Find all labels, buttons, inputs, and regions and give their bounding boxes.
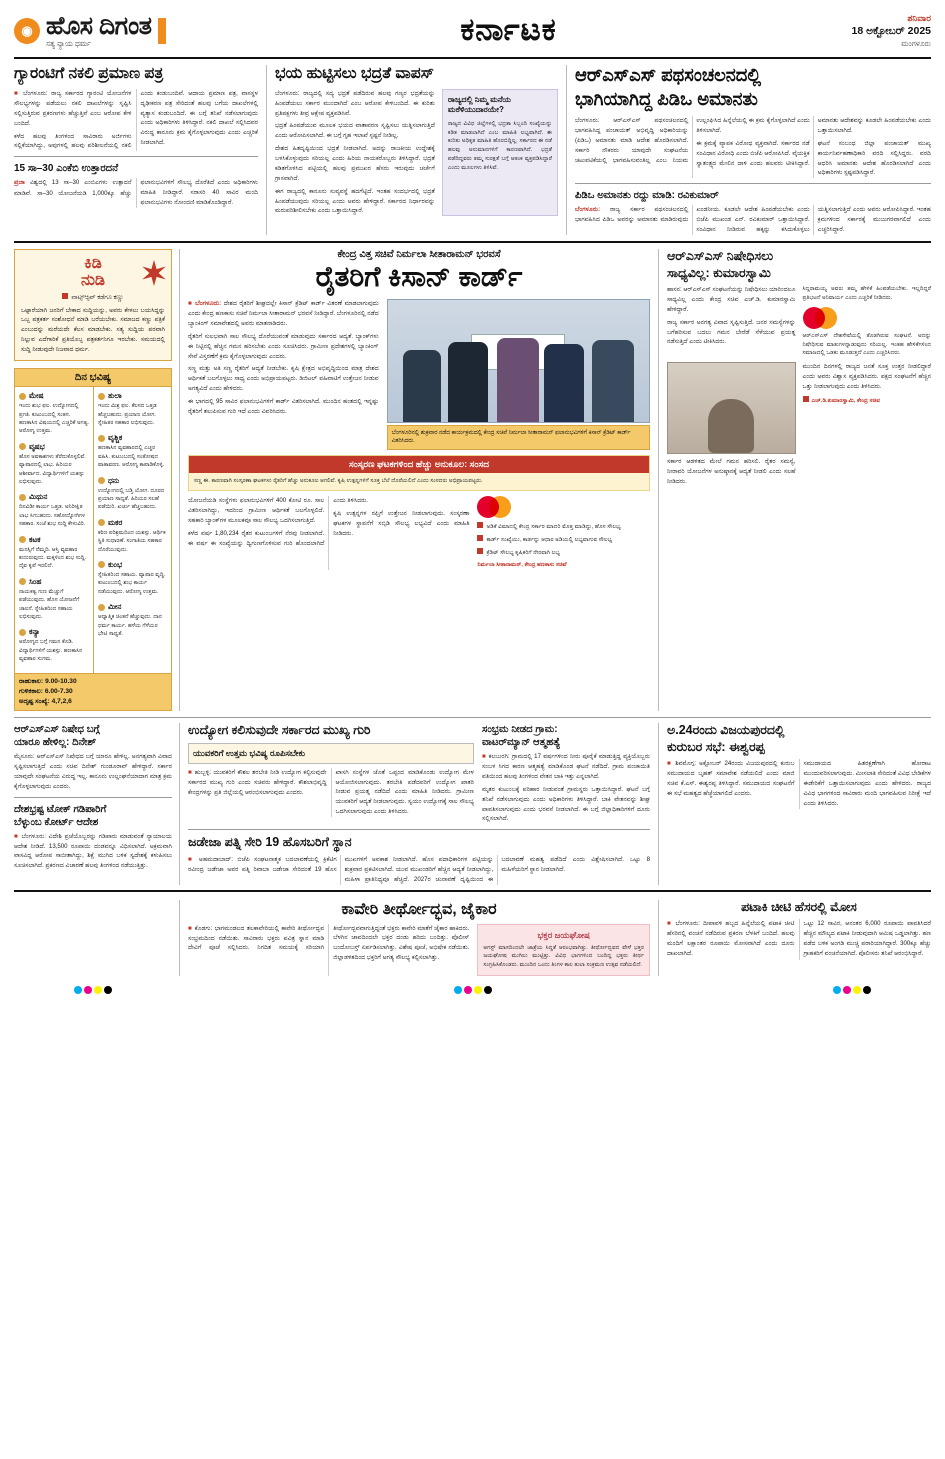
horoscope-item: ವೃಶ್ಚಿಕ ಹಣಕಾಸಿನ ವ್ಯವಹಾರದಲ್ಲಿ ಎಚ್ಚರ ವಹಿಸಿ. ಕುಟುಂಬದಲ್ಲಿ ಸಂತೋಷದ ವಾತಾವರಣ. ಆರೋಗ್ಯ ಕಾಪಾಡಿಕೊಳ್ಳಿ. xyxy=(98,433,165,469)
zodiac-icon xyxy=(19,494,26,501)
zodiac-icon xyxy=(98,435,105,442)
headline-line-2: ಸಾಧ್ಯವಿಲ್ಲ: ಕುಮಾರಸ್ವಾಮಿ xyxy=(667,265,771,280)
lead-bullet: ■ xyxy=(14,89,20,97)
square-bullet-icon xyxy=(477,522,483,528)
sidebar-box-security xyxy=(442,89,558,216)
sub-byline: ಪ್ರಜಾ xyxy=(14,179,25,187)
kuruba-body-2: ಸಮುದಾಯದ ಹಿತರಕ್ಷಣೆಗಾಗಿ ಹೋರಾಟ ಮುಂದುವರಿಸಲಾಗುವುದು. ಮೀಸಲಾತಿ ಸೇರಿದಂತೆ ವಿವಿಧ ಬೇಡಿಕೆಗಳ ಈಡೇರಿಕೆಗೆ ಒತ್ತಾಯಿಸಲಾಗುವುದು ಎಂದು ಹೇಳಿದರು. ರಾಜ್ಯದ ವಿವಿಧ ಭಾಗಗಳಿಂದ ಸಾವಿರಾರು ಮಂದಿ ಭಾಗವಹಿಸುವ ನಿರೀಕ್ಷೆ ಇದೆ ಎಂದು ತಿಳಿಸಿದರು. xyxy=(803,760,931,807)
zodiac-icon xyxy=(19,536,26,543)
star-burst-icon xyxy=(141,260,167,286)
story-body-4: ಈ ಭಾಗದಲ್ಲಿ 95 ಸಾವಿರ ಫಲಾನುಭವಿಗಳಿಗೆ ಕಾರ್ಡ್ ವಿತರಿಸಲಾಗಿದೆ. ಮುಂದಿನ ಹಂತದಲ್ಲಿ ಇನ್ನಷ್ಟು ರೈತರಿಗೆ ತಲುಪಿಸುವ ಗುರಿ ಇದೆ ಎಂದು ವಿವರಿಸಿದರು. xyxy=(188,397,379,415)
rss-body: ಮೈಸೂರು: ಆರ್‌ಎಸ್‌ಎಸ್‌ ನಿಷೇಧದ ಬಗ್ಗೆ ಯಾರೂ ಹೇಳಿಲ್ಲ. ಅನಗತ್ಯವಾಗಿ ವಿವಾದ ಸೃಷ್ಟಿಸಲಾಗುತ್ತಿದೆ ಎಂದು ಸಚಿವ ದಿನೇಶ್ ಗುಂಡೂರಾವ್ ಹೇಳಿದ್ದಾರೆ. ಸರ್ಕಾರ ಯಾವುದೇ ಸಂಘಟನೆಯ ವಿರುದ್ಧ ಇಲ್ಲ. ಕಾನೂನು ಉಲ್ಲಂಘನೆಯಾದಾಗ ಮಾತ್ರ ಕ್ರಮ ಕೈಗೊಳ್ಳಲಾಗುವುದು ಎಂದರು. xyxy=(14,753,172,790)
lead-bullet: ■ xyxy=(188,924,193,932)
kuruba-headline-1: ಅ.24ರಂದು ವಿಜಯಪುರದಲ್ಲಿ xyxy=(667,723,785,738)
zodiac-icon xyxy=(98,393,105,400)
rss-headline-2: ಯಾರೂ ಹೇಳಿಲ್ಲ: ದಿನೇಶ್ xyxy=(14,737,97,749)
headline: ಭಯ ಹುಟ್ಟಿಸಲು ಭದ್ರತೆ ವಾಪಸ್ xyxy=(275,65,434,82)
cmyk-marks-left xyxy=(74,986,112,994)
mastercard-logo-icon xyxy=(803,307,837,329)
story-body-a: ಬೆಂಗಳೂರು: ಆರ್‌ಎಸ್‌ಎಸ್‌ ಪಥಸಂಚಲನದಲ್ಲಿ ಭಾಗವಹಿಸಿದ್ದ ಪಂಚಾಯತ್ ಅಭಿವೃದ್ಧಿ ಅಧಿಕಾರಿಯನ್ನು (ಪಿಡಿಒ) ಅಮಾನತು ಮಾಡಿ ಆದೇಶ ಹೊರಡಿಸಲಾಗಿದೆ. ಸರ್ಕಾರಿ ನೌಕರರು ಯಾವುದೇ ಸಂಘಟನೆಯ ಚಟುವಟಿಕೆಯಲ್ಲಿ ಭಾಗವಹಿಸುವಂತಿಲ್ಲ ಎಂಬ ನಿಯಮ ಉಲ್ಲಂಘಿಸಿದ ಹಿನ್ನೆಲೆಯಲ್ಲಿ ಈ ಕ್ರಮ ಕೈಗೊಳ್ಳಲಾಗಿದೆ ಎಂದು ತಿಳಿಸಲಾಗಿದೆ. xyxy=(575,117,810,164)
kidi-title-line2: ನುಡಿ xyxy=(80,271,106,289)
kuruba-headline-2: ಕುರುಬರ ಸಭೆ: ಈಶ್ವರಪ್ಪ xyxy=(667,739,765,754)
horoscope-item: ವೃಷಭ ಹೊಸ ಅವಕಾಶಗಳು ತೆರೆದುಕೊಳ್ಳಲಿವೆ. ವ್ಯಾಪಾರದಲ್ಲಿ ಲಾಭ. ಹಿರಿಯರ ಆಶೀರ್ವಾದ. ವಿದ್ಯಾರ್ಥಿಗಳಿಗೆ ಯಶಸ್ಸು ಲಭಿಸುವುದು. xyxy=(19,441,86,485)
edition-city: ಮಂಗಳೂರು xyxy=(901,38,931,48)
gulikakala: ಗುಳಿಕಕಾಲ: 6.00-7.30 xyxy=(19,688,73,696)
main-headline: ರೈತರಿಗೆ ಕಿಸಾನ್ ಕಾರ್ಡ್ xyxy=(315,260,523,292)
story-body-1: ರಾಜ್ಯ ಸರ್ಕಾರ ಅನಗತ್ಯ ವಿವಾದ ಸೃಷ್ಟಿಸುತ್ತಿದೆ. ಜನರ ಸಮಸ್ಯೆಗಳನ್ನು ಬಗೆಹರಿಸುವ ಬದಲು ಗಮನ ಬೇರೆಡೆ ಸೆಳೆಯುವ ಪ್ರಯತ್ನ ನಡೆಸುತ್ತಿದೆ ಎಂದು ಟೀಕಿಸಿದರು. xyxy=(667,318,796,346)
section-title: ಕರ್ನಾಟಕ xyxy=(460,12,557,47)
horoscope-item: ಕುಂಭ ಸ್ನೇಹಿತರಿಂದ ಸಹಾಯ. ವ್ಯಾಪಾರ ವೃದ್ಧಿ. ಕುಟುಂಬದಲ್ಲಿ ಶುಭ ಕಾರ್ಯ ನಡೆಯುವುದು. ಆರೋಗ್ಯ ಉತ್ತಮ. xyxy=(98,559,166,595)
bullet-3: ಕ್ರೆಡಿಟ್ ಸೌಲಭ್ಯ ಕೃಷಿಕರಿಗೆ ನೇರವಾಗಿ ಲಭ್ಯ xyxy=(486,549,560,556)
side-box-body: ಆಗಸ್ಟ್ ಮಾಸದಿಂದಲೇ ಜಾತ್ರೆಯ ಸಿದ್ಧತೆ ಆರಂಭವಾಗಿತ್ತು. ತೀರ್ಥೋದ್ಭವದ ವೇಳೆ ಭಕ್ತರ ಜಯಘೋಷ ಮುಗಿಲು ಮುಟ್ಟಿತ್ತು. ವಿವಿಧ ಭಾಗಗಳಿಂದ ಬಂದಿದ್ದ ಭಕ್ತರು ತೀರ್ಥ ಸಂಗ್ರಹಿಸಿಕೊಂಡರು. ಮುಂದಿನ ಒಂದು ತಿಂಗಳ ಕಾಲ ತುಲಾ ಸಂಕ್ರಮಣ ಉತ್ಸವ ನಡೆಯಲಿದೆ. xyxy=(483,944,644,969)
kaveri-headline: ಕಾವೇರಿ ತೀರ್ಥೋದ್ಭವ, ಜೈಕಾರ xyxy=(341,900,497,918)
kisan-event-photo xyxy=(387,299,650,423)
story-guarantee xyxy=(14,65,266,235)
mid-section xyxy=(14,249,931,711)
court-headline-2: ಬೆಳ್ಳುಂಬ ಕೋರ್ಟ್ ಆದೇಶ xyxy=(14,816,99,828)
publication-title: ಹೊಸ ದಿಗಂತ xyxy=(46,11,152,40)
horoscope-title: ದಿನ ಭವಿಷ್ಯ xyxy=(14,368,172,387)
side-box-headline: ಭಕ್ತರ ಜಯಘೋಷ xyxy=(537,929,590,940)
info-box-sub: ಸಣ್ಣ ಈ. ಕಾರಣವಾಗಿ ಸಂಸ್ಕರಣಾ ಘಟಕಗಳು ರೈತರಿಗೆ ಹೆಚ್ಚು ಅನುಕೂಲ ಆಗಲಿವೆ. ಕೃಷಿ ಉತ್ಪನ್ನಗಳಿಗೆ ಸೂಕ್ತ ಬೆಲೆ ದೊರೆಯಲಿದೆ ಎಂದು ಸಂಸದರು ಅಭಿಪ್ರಾಯಪಟ್ಟರು. xyxy=(194,477,483,484)
water-body-2: ಮೃತರ ಕುಟುಂಬಕ್ಕೆ ಪರಿಹಾರ ನೀಡುವಂತೆ ಗ್ರಾಮಸ್ಥರು ಒತ್ತಾಯಿಸಿದ್ದಾರೆ. ಘಟನೆ ಬಗ್ಗೆ ತನಿಖೆ ನಡೆಸಲಾಗುವುದು ಎಂದು ಅಧಿಕಾರಿಗಳು ತಿಳಿಸಿದ್ದಾರೆ. ಬಾಕಿ ವೇತನವನ್ನು ಶೀಘ್ರ ಪಾವತಿಸಲಾಗುವುದು ಎಂದು ಭರವಸೆ ನೀಡಲಾಗಿದೆ. ಈ ಬಗ್ಗೆ ಜಿಲ್ಲಾಧಿಕಾರಿಗಳಿಗೆ ದೂರು ಸಲ್ಲಿಸಲಾಗಿದೆ. xyxy=(482,785,650,823)
kicker: ಕೇಂದ್ರ ವಿತ್ತ ಸಚಿವೆ ನಿರ್ಮಲಾ ಸೀತಾರಾಮನ್ ಭರವಸೆ xyxy=(337,248,501,260)
publication-tagline: ಸತ್ಯ ನ್ಯಾಯ ಧರ್ಮ xyxy=(46,38,91,48)
square-bullet-icon xyxy=(803,396,809,402)
bottom-band xyxy=(14,898,931,976)
bottom-left-spacer xyxy=(14,900,179,976)
fraud-body-1: ಬೆಂಗಳೂರು: ದೀಪಾವಳಿ ಹಬ್ಬದ ಹಿನ್ನೆಲೆಯಲ್ಲಿ ಪಟಾಕಿ ಚೀಟಿ ಹೆಸರಿನಲ್ಲಿ ವಂಚನೆ ನಡೆದಿರುವ ಪ್ರಕರಣ ಬೆಳಕಿಗೆ ಬಂದಿದೆ. ಹಲವು ಮಂದಿಗೆ ಲಕ್ಷಾಂತರ ರೂಪಾಯಿ ಮೋಸವಾಗಿದೆ ಎಂದು ದೂರು ದಾಖಲಾಗಿದೆ. xyxy=(667,920,795,957)
horoscope-grid xyxy=(14,387,172,674)
story-lead: ಬೆಂಗಳೂರು: ರಾಜ್ಯ ಸರ್ಕಾರದ ಗ್ಯಾರಂಟಿ ಯೋಜನೆಗಳ ಸೌಲಭ್ಯಗಳನ್ನು ಪಡೆಯಲು ನಕಲಿ ದಾಖಲೆಗಳನ್ನು ಸೃಷ್ಟಿಸಿ ಸಲ್ಲಿಸುತ್ತಿರುವ ಪ್ರಕರಣಗಳು ಹೆಚ್ಚುತ್ತಿವೆ ಎಂಬ ಆರೋಪ ಕೇಳಿ ಬಂದಿದೆ. xyxy=(14,89,132,127)
mastercard-logo-icon xyxy=(477,496,511,518)
side-note: ಸಿದ್ದರಾಮಯ್ಯ ಅವರು ತಮ್ಮ ಹೇಳಿಕೆ ಹಿಂಪಡೆಯಬೇಕು. ಇಲ್ಲದಿದ್ದರೆ ಪ್ರತಿಭಟನೆ ಅನಿವಾರ್ಯ ಎಂದು ಎಚ್ಚರಿಕೆ ನೀಡಿದರು. xyxy=(802,286,931,301)
story-body-4: ಮುಂದಿನ ದಿನಗಳಲ್ಲಿ ರಾಜ್ಯದ ಜನತೆ ಸೂಕ್ತ ಉತ್ತರ ನೀಡಲಿದ್ದಾರೆ ಎಂದು ಅವರು ವಿಶ್ವಾಸ ವ್ಯಕ್ತಪಡಿಸಿದರು. ಪಕ್ಷದ ಸಂಘಟನೆಗೆ ಹೆಚ್ಚಿನ ಒತ್ತು ನೀಡಲಾಗುವುದು ಎಂದು ತಿಳಿಸಿದರು. xyxy=(802,363,931,391)
story-body-2: ಆರ್‌ಎಸ್‌ಎಸ್‌ ದೇಶಸೇವೆಯಲ್ಲಿ ತೊಡಗಿರುವ ಸಂಘಟನೆ. ಅದನ್ನು ನಿಷೇಧಿಸುವ ಮಾತುಗಳನ್ನಾಡುವುದು ಸರಿಯಲ್ಲ. ಇಂತಹ ಹೇಳಿಕೆಗಳಿಂದ ಸಮಾಜದಲ್ಲಿ ಒಡಕು ಮೂಡುತ್ತದೆ ಎಂದು ಎಚ್ಚರಿಸಿದರು. xyxy=(802,332,931,357)
masthead-logo[interactable] xyxy=(14,11,166,48)
story-body-3: ದೇಶದ ಹಿತದೃಷ್ಟಿಯಿಂದ ಭದ್ರತೆ ನೀಡಲಾಗಿದೆ. ಅದನ್ನು ರಾಜಕೀಯ ಉದ್ದೇಶಕ್ಕೆ ಬಳಸಿಕೊಳ್ಳುವುದು ಸರಿಯಲ್ಲ ಎಂದು ಹಿರಿಯ ನಾಯಕರೊಬ್ಬರು ತಿಳಿಸಿದ್ದಾರೆ. ಭದ್ರತೆ ಕಡಿತಗೊಳಿಸಿದ ಪಟ್ಟಿಯಲ್ಲಿ ಹಲವು ಪ್ರಮುಖರ ಹೆಸರು ಇರುವುದು ಚರ್ಚೆಗೆ ಗ್ರಾಸವಾಗಿದೆ. xyxy=(275,145,435,182)
politician-portrait xyxy=(667,362,796,454)
sub-body: ವಿಶ್ವದಲ್ಲಿ 13 ಸಾ–30 ಎಂಬಿಎಗಳು ಉತ್ಪಾದನೆ ಮಾಡಿವೆ. ಸಾ–30 ಯೋಜನೆಯಡಿ 1,000ಕ್ಕೂ ಹೆಚ್ಚು ಫಲಾನುಭವಿಗಳಿಗೆ ಸೌಲಭ್ಯ ದೊರೆತಿದೆ ಎಂದು ಅಧಿಕಾರಿಗಳು ಮಾಹಿತಿ ನೀಡಿದ್ದಾರೆ. ಸರಾಸರಿ 40 ಸಾವಿರ ಮಂದಿ ಫಲಾನುಭವಿಗಳು ನೋಂದಣಿ ಮಾಡಿಕೊಂಡಿದ್ದಾರೆ. xyxy=(14,179,258,206)
lead-bullet: ■ xyxy=(667,760,673,768)
box-title: ರಾಜ್ಯದಲ್ಲಿ ನಿಮ್ಮ ಮನೆಯ ಮಠೆಳಿಯುದಾರಯೇ? xyxy=(447,94,511,115)
horoscope-footer xyxy=(14,674,172,711)
lead-bullet: ■ xyxy=(188,768,193,776)
lower-center xyxy=(179,723,659,884)
photo-caption: ಬೆಂಗಳೂರಿನಲ್ಲಿ ಶುಕ್ರವಾರ ನಡೆದ ಕಾರ್ಯಕ್ರಮದಲ್ಲಿ ಕೇಂದ್ರ ಸಚಿವೆ ನಿರ್ಮಲಾ ಸೀತಾರಾಮನ್ ಫಲಾನುಭವಿಗಳಿಗೆ ಕಿಸಾನ್ ಕ್ರೆಡಿಟ್ ಕಾರ್ಡ್ ವಿತರಿಸಿದರು. xyxy=(387,425,650,450)
story-body-3: ಸರ್ಕಾರ ಆಡಳಿತದ ಮೇಲೆ ಗಮನ ಹರಿಸಲಿ. ರೈತರ ಸಮಸ್ಯೆ, ನೀರಾವರಿ ಯೋಜನೆಗಳ ಅನುಷ್ಠಾನಕ್ಕೆ ಆದ್ಯತೆ ನೀಡಲಿ ಎಂದು ಸಲಹೆ ನೀಡಿದರು. xyxy=(667,458,796,486)
square-bullet-icon xyxy=(62,293,68,299)
zodiac-icon xyxy=(98,604,105,611)
water-headline-1: ಸಂಭ್ರಮ ನೀಡದ ಗ್ರಾಮ: xyxy=(482,724,558,736)
zodiac-icon xyxy=(19,443,26,450)
box-body: ರಾಜ್ಯದ ವಿವಿಧ ಜಿಲ್ಲೆಗಳಲ್ಲಿ ಭದ್ರತಾ ಸಿಬ್ಬಂದಿ ಸಂಖ್ಯೆಯನ್ನು ಕಡಿತ ಮಾಡಲಾಗಿದೆ ಎಂಬ ಮಾಹಿತಿ ಲಭ್ಯವಾಗಿದೆ. ಈ ಕುರಿತು ಅಧಿಕೃತ ಮಾಹಿತಿ ಹೊರಬಿದ್ದಿಲ್ಲ. ಸರ್ಕಾರದ ಈ ನಡೆ ಹಲವು ಅನುಮಾನಗಳಿಗೆ ಕಾರಣವಾಗಿದೆ. ಭದ್ರತೆ ಪಡೆದಿದ್ದವರು ತಮ್ಮ ಸುರಕ್ಷತೆ ಬಗ್ಗೆ ಆತಂಕ ವ್ಯಕ್ತಪಡಿಸಿದ್ದಾರೆ ಎಂದು ಮೂಲಗಳು ತಿಳಿಸಿವೆ. xyxy=(447,120,552,171)
story-kaveri xyxy=(179,900,659,976)
kaveri-body: ಕೊಡಗು: ಭಾಗಮಂಡಲದ ತಲಕಾವೇರಿಯಲ್ಲಿ ಕಾವೇರಿ ತೀರ್ಥೋದ್ಭವ ಸಂಭ್ರಮದಿಂದ ನಡೆಯಿತು. ಸಾವಿರಾರು ಭಕ್ತರು ಪವಿತ್ರ ಸ್ನಾನ ಮಾಡಿ ದೇವಿಗೆ ಪೂಜೆ ಸಲ್ಲಿಸಿದರು. ನಿಗದಿತ ಸಮಯಕ್ಕೆ ಸರಿಯಾಗಿ ತೀರ್ಥೋದ್ಭವವಾಗುತ್ತಿದ್ದಂತೆ ಭಕ್ತರು ಕಾವೇರಿ ಮಾತೆಗೆ ಜೈಕಾರ ಹಾಕಿದರು. ಬೆಳಗಿನ ಜಾವದಿಂದಲೇ ಭಕ್ತರ ದಂಡು ಹರಿದು ಬಂದಿತ್ತು. ಪೊಲೀಸ್ ಬಂದೋಬಸ್ತ್ ಏರ್ಪಡಿಸಲಾಗಿತ್ತು. ವಿಶೇಷ ಪೂಜೆ, ಅಭಿಷೇಕ ನಡೆಯಿತು. ಜಿಲ್ಲಾಡಳಿತದಿಂದ ಭಕ್ತರಿಗೆ ಅಗತ್ಯ ಸೌಲಭ್ಯ ಕಲ್ಪಿಸಲಾಗಿತ್ತು. xyxy=(188,924,470,962)
bullet-2: ಕಾರ್ಡ್ ಸಂಖ್ಯೆಯು, ಕಾರ್ಡನ್ನು ಆಧಾರ ಅಡಿಯಲ್ಲಿ ಲಭ್ಯವಾಗುವ ಸೌಲಭ್ಯ xyxy=(486,537,613,544)
square-bullet-icon xyxy=(477,535,483,541)
square-bullet-icon xyxy=(477,548,483,554)
water-story xyxy=(482,723,650,824)
date-day: ಶನಿವಾರ xyxy=(907,13,931,24)
story-body-1: ದೇಶದ ರೈತರಿಗೆ ಶೀಘ್ರದಲ್ಲೇ ಕಿಸಾನ್ ಕ್ರೆಡಿಟ್ ಕಾರ್ಡ್ ವಿತರಣೆ ಮಾಡಲಾಗುವುದು ಎಂದು ಕೇಂದ್ರ ಹಣಕಾಸು ಸಚಿವೆ ನಿರ್ಮಲಾ ಸೀತಾರಾಮನ್ ಭರವಸೆ ನೀಡಿದ್ದಾರೆ. ಬೆಂಗಳೂರಿನಲ್ಲಿ ನಡೆದ ಬ್ಯಾಂಕಿಂಗ್ ಸಮಾವೇಶದಲ್ಲಿ ಅವರು ಮಾತನಾಡಿದರು. xyxy=(188,299,379,327)
kisan-col-c: ಕೃಷಿ ಉತ್ಪನ್ನಗಳ ರಫ್ತಿಗೆ ಉತ್ತೇಜನ ನೀಡಲಾಗುವುದು. ಸಂಸ್ಕರಣಾ ಘಟಕಗಳ ಸ್ಥಾಪನೆಗೆ ಸಬ್ಸಿಡಿ ಸೌಲಭ್ಯ ಲಭ್ಯವಿದೆ ಎಂದು ಮಾಹಿತಿ ನೀಡಿದರು. xyxy=(333,510,470,537)
horoscope-item: ಮೀನ ಆಧ್ಯಾತ್ಮಿಕ ಚಿಂತನೆ ಹೆಚ್ಚುವುದು. ದಾನ ಧರ್ಮ ಕಾರ್ಯ. ಹಳೆಯ ಗೆಳೆಯರ ಭೇಟಿ ಸಾಧ್ಯತೆ. xyxy=(98,602,162,637)
lead-bullet: ■ xyxy=(188,299,193,307)
story-fraud xyxy=(659,900,931,976)
lower-band-rule xyxy=(14,890,931,892)
quote-headline: ಪಿಡಿಒ ಅಮಾನತು ರದ್ದು ಮಾಡಿ: ರವಿಕುಮಾರ್ xyxy=(575,190,719,202)
story-body: ಕಳೆದ ಹಲವು ತಿಂಗಳಿಂದ ಸಾವಿರಾರು ಅರ್ಜಿಗಳು ಸಲ್ಲಿಕೆಯಾಗಿದ್ದು, ಅವುಗಳಲ್ಲಿ ಹಲವು ಪರಿಶೀಲನೆಯಲ್ಲಿ ನಕಲಿ ಎಂದು ಕಂಡುಬಂದಿವೆ. ಆದಾಯ ಪ್ರಮಾಣ ಪತ್ರ, ವಾಸಸ್ಥಳ ದೃಢೀಕರಣ ಪತ್ರ ಸೇರಿದಂತೆ ಹಲವು ಬಗೆಯ ದಾಖಲೆಗಳಲ್ಲಿ ವ್ಯತ್ಯಾಸ ಕಂಡುಬಂದಿದೆ. ಈ ಬಗ್ಗೆ ತನಿಖೆ ನಡೆಸಲಾಗುವುದು ಎಂದು ಅಧಿಕಾರಿಗಳು ತಿಳಿಸಿದ್ದಾರೆ. ನಕಲಿ ದಾಖಲೆ ಸಲ್ಲಿಸಿದವರ ವಿರುದ್ಧ ಕಾನೂನು ಕ್ರಮ ಕೈಗೊಳ್ಳಲಾಗುವುದು ಎಂದು ಎಚ್ಚರಿಕೆ ನೀಡಲಾಗಿದೆ. xyxy=(14,89,258,150)
quote-lead-city: ಬೆಂಗಳೂರು: xyxy=(575,206,601,214)
udyoga-body-2: ಖಾಸಗಿ ಸಂಸ್ಥೆಗಳ ಜೊತೆ ಒಪ್ಪಂದ ಮಾಡಿಕೊಂಡು ಉದ್ಯೋಗ ಮೇಳ ಆಯೋಜಿಸಲಾಗುವುದು. ತರಬೇತಿ ಪಡೆದವರಿಗೆ ಉದ್ಯೋಗ ಖಾತರಿ ನೀಡುವ ಪ್ರಯತ್ನ ನಡೆದಿದೆ ಎಂದು ಮಾಹಿತಿ ನೀಡಿದರು. ಗ್ರಾಮೀಣ ಯುವಕರಿಗೆ ಆದ್ಯತೆ ನೀಡಲಾಗುವುದು. ಸ್ವಯಂ ಉದ್ಯೋಗಕ್ಕೆ ಸಾಲ ಸೌಲಭ್ಯ ಒದಗಿಸಲಾಗುವುದು ಎಂದು ತಿಳಿಸಿದರು. xyxy=(335,768,474,816)
rss-headline-1: ಆರ್‌ಎಸ್‌ಎಸ್‌ ನಿಷೇಧ ಬಗ್ಗೆ xyxy=(14,724,100,736)
cmyk-marks-right xyxy=(833,986,871,994)
lead-city: ಬೆಂಗಳೂರು: xyxy=(195,299,222,307)
kisan-col-b: ಕಳೆದ ವರ್ಷ 1,80,234 ರೈತರ ಕುಟುಂಬಗಳಿಗೆ ನೆರವು ನೀಡಲಾಗಿದೆ. ಈ ವರ್ಷ ಈ ಸಂಖ್ಯೆಯನ್ನು ದ್ವಿಗುಣಗೊಳಿಸುವ ಗುರಿ ಹೊಂದಲಾಗಿದೆ ಎಂದು ತಿಳಿಸಿದರು. xyxy=(188,497,368,547)
rahukala: ರಾಹುಕಾಲ: 9.00-10.30 xyxy=(19,678,77,686)
zodiac-icon xyxy=(98,477,105,484)
court-body: ಬೆಂಗಳೂರು: ವಿದೇಶಿ ಪ್ರಜೆಯೊಬ್ಬರನ್ನು ಗಡಿಪಾರು ಮಾಡುವಂತೆ ನ್ಯಾಯಾಲಯ ಆದೇಶ ನೀಡಿದೆ. 13,500 ರೂಪಾಯಿ ದಂಡವನ್ನೂ ವಿಧಿಸಲಾಗಿದೆ. ಅಕ್ರಮವಾಗಿ ವಾಸವಿದ್ದ ಆರೋಪ ಸಾಬೀತಾಗಿದ್ದು, ಶಿಕ್ಷೆ ಮುಗಿದ ಬಳಿಕ ಸ್ವದೇಶಕ್ಕೆ ಕಳುಹಿಸಲು ಸೂಚಿಸಲಾಗಿದೆ. ಪ್ರಕರಣದ ವಿಚಾರಣೆ ಹಲವು ತಿಂಗಳಿಂದ ನಡೆಯುತ್ತಿತ್ತು. xyxy=(14,832,172,870)
zodiac-icon xyxy=(19,578,26,585)
bullet-1: ಅಡಿಕೆ ವಿಮಾದಲ್ಲಿ ಕೇಂದ್ರ ಸರ್ಕಾರ ಮಾದರಿ ಮೊತ್ತ ಮಾಡಿದ್ದು, ಹೊಸ ಸೌಲಭ್ಯ xyxy=(486,524,621,531)
jadeja-headline: ಜಡೇಜಾ ಪತ್ನಿ ಸೇರಿ 19 ಹೊಸಬರಿಗೆ ಸ್ಥಾನ xyxy=(188,835,352,850)
kisan-col-a: ಯೋಜನೆಯಡಿ ಸಂಸ್ಥೆಗಳು ಫಲಾನುಭವಿಗಳಿಗೆ 400 ಕೋಟಿ ರೂ. ಸಾಲ ವಿತರಿಸಲಾಗಿದ್ದು, ಇದರಿಂದ ಗ್ರಾಮೀಣ ಆರ್ಥಿಕತೆ ಬಲಗೊಳ್ಳಲಿದೆ. ಸಹಕಾರಿ ಬ್ಯಾಂಕ್‌ಗಳ ಮೂಲಕವೂ ಸಾಲ ಸೌಲಭ್ಯ ಒದಗಿಸಲಾಗುತ್ತಿದೆ. xyxy=(188,497,325,525)
story-body-3: ಸಣ್ಣ ಮತ್ತು ಅತಿ ಸಣ್ಣ ರೈತರಿಗೆ ಆದ್ಯತೆ ನೀಡಬೇಕು. ಕೃಷಿ ಕ್ಷೇತ್ರದ ಅಭಿವೃದ್ಧಿಯಿಂದ ಮಾತ್ರ ದೇಶದ ಆರ್ಥಿಕತೆ ಬಲಗೊಳ್ಳಲು ಸಾಧ್ಯ ಎಂದು ಅಭಿಪ್ರಾಯಪಟ್ಟರು. ಡಿಜಿಟಲ್ ವಹಿವಾಟಿಗೆ ಉತ್ತೇಜನ ನೀಡುವ ಅಗತ್ಯವಿದೆ ಎಂದು ಹೇಳಿದರು. xyxy=(188,365,379,393)
horoscope-item: ಸಿಂಹ ನಾಯಕತ್ವ ಗುಣ ಮೆಚ್ಚುಗೆ ಪಡೆಯುವುದು. ಹೊಸ ಯೋಜನೆಗೆ ಚಾಲನೆ. ಸ್ನೇಹಿತರಿಂದ ಸಹಾಯ ಲಭಿಸುವುದು. xyxy=(19,576,80,620)
zodiac-icon xyxy=(19,629,26,636)
registration-marks-row xyxy=(14,982,931,994)
horoscope-item: ಮೇಷ ಇಂದು ಶುಭ ಫಲ. ಉದ್ಯೋಗದಲ್ಲಿ ಪ್ರಗತಿ. ಕುಟುಂಬದಲ್ಲಿ ಸಂತಸ. ಹಣಕಾಸಿನ ವಿಷಯದಲ್ಲಿ ಎಚ್ಚರಿಕೆ ಅಗತ್ಯ. ಆರೋಗ್ಯ ಉತ್ತಮ. xyxy=(19,391,89,435)
story-lead: ಹಾಸನ: ಆರ್‌ಎಸ್‌ಎಸ್‌ ಸಂಘಟನೆಯನ್ನು ನಿಷೇಧಿಸಲು ಯಾರಿಂದಲೂ ಸಾಧ್ಯವಿಲ್ಲ ಎಂದು ಕೇಂದ್ರ ಸಚಿವ ಎಚ್.ಡಿ. ಕುಮಾರಸ್ವಾಮಿ ಹೇಳಿದ್ದಾರೆ. xyxy=(667,286,796,313)
left-rail xyxy=(14,249,179,711)
kisan-info-box xyxy=(188,455,650,492)
cmyk-marks-center xyxy=(454,986,492,994)
logo-accent-bar xyxy=(158,18,166,44)
horoscope-item: ಧನು ಉದ್ಯೋಗದಲ್ಲಿ ಬಡ್ತಿ ಯೋಗ. ದೂರದ ಪ್ರಯಾಣ ಸಾಧ್ಯತೆ. ಹಿರಿಯರ ಸಲಹೆ ಪಡೆಯಿರಿ. ಖರ್ಚು ಹೆಚ್ಚಬಹುದು. xyxy=(98,475,165,511)
horoscope-item: ಮಕರ ಕಠಿಣ ಪರಿಶ್ರಮದಿಂದ ಯಶಸ್ಸು. ಆರ್ಥಿಕ ಸ್ಥಿತಿ ಸುಧಾರಣೆ. ಸಂಗಾತಿಯ ಸಹಕಾರ ದೊರೆಯುವುದು. xyxy=(98,517,166,553)
headline: ಗ್ಯಾರಂಟಿಗೆ ನಕಲಿ ಪ್ರಮಾಣ ಪತ್ರ xyxy=(14,65,164,82)
headline-line-1: ಆರ್‌ಎಸ್‌ಎಸ್‌ ಪಥಸಂಚಲನದಲ್ಲಿ xyxy=(575,65,762,85)
story-rss-pdo xyxy=(566,65,931,235)
horoscope-item: ಕಟಕ ಮನಸ್ಸಿಗೆ ನೆಮ್ಮದಿ. ಆಸ್ತಿ ವ್ಯವಹಾರ ಕುದುರುವುದು. ಮಕ್ಕಳಿಂದ ಶುಭ ಸುದ್ದಿ. ದೈವ ಕೃಪೆ ಇರಲಿದೆ. xyxy=(19,534,87,570)
masthead-date-block xyxy=(852,12,931,48)
story-body-1: ಬೆಂಗಳೂರು: ರಾಜ್ಯದಲ್ಲಿ ಸದ್ಯ ಭದ್ರತೆ ಪಡೆದಿರುವ ಹಲವು ಗಣ್ಯರ ಭದ್ರತೆಯನ್ನು ಹಿಂಪಡೆಯಲು ಸರ್ಕಾರ ಮುಂದಾಗಿದೆ ಎಂಬ ಆರೋಪ ಕೇಳಿಬಂದಿದೆ. ಈ ಕುರಿತು ಪ್ರತಿಪಕ್ಷಗಳು ತೀವ್ರ ಆಕ್ಷೇಪ ವ್ಯಕ್ತಪಡಿಸಿವೆ. xyxy=(275,89,435,117)
owl-icon: ◉ xyxy=(14,18,40,44)
lead-bullet: ■ xyxy=(14,832,19,840)
udyoga-body-1: ಹುಬ್ಬಳ್ಳಿ: ಯುವಕರಿಗೆ ಕೌಶಲ ತರಬೇತಿ ನೀಡಿ ಉದ್ಯೋಗ ಕಲ್ಪಿಸುವುದೇ ಸರ್ಕಾರದ ಮುಖ್ಯ ಗುರಿ ಎಂದು ಸಚಿವರು ಹೇಳಿದ್ದಾರೆ. ಕೌಶಲಾಭಿವೃದ್ಧಿ ಕೇಂದ್ರಗಳನ್ನು ಪ್ರತಿ ಜಿಲ್ಲೆಯಲ್ಲಿ ಆರಂಭಿಸಲಾಗುವುದು ಎಂದರು. xyxy=(188,768,327,796)
lead-bullet: ■ xyxy=(482,753,487,761)
story-kisan-card xyxy=(179,249,659,711)
lucky-number: ಅದೃಷ್ಟ ಸಂಖ್ಯೆ: 4,7,2,6 xyxy=(19,698,72,706)
zodiac-icon xyxy=(98,561,105,568)
info-box-headline: ಸಂಸ್ಕರಣ ಘಟಕಗಳಿಂದ ಹೆಚ್ಚು ಅನುಕೂಲ: ಸಂಸದ xyxy=(189,456,649,473)
kidi-title-line1: ಕಿಡಿ xyxy=(84,254,102,272)
quote-body: ರಾಜ್ಯ ಸರ್ಕಾರ ಪಥಸಂಚಲನದಲ್ಲಿ ಭಾಗವಹಿಸಿದ ಪಿಡಿಒ ಅವರನ್ನು ಅಮಾನತು ಮಾಡಿರುವುದು ಖಂಡನೀಯ. ಕೂಡಲೇ ಆದೇಶ ಹಿಂಪಡೆಯಬೇಕು ಎಂದು ಬಿಜೆಪಿ ಮುಖಂಡ ಎನ್. ರವಿಕುಮಾರ್ ಒತ್ತಾಯಿಸಿದ್ದಾರೆ. ಸಂವಿಧಾನ ನೀಡಿರುವ ಹಕ್ಕನ್ನು ಕಸಿದುಕೊಳ್ಳಲು ಯತ್ನಿಸಲಾಗುತ್ತಿದೆ ಎಂದು ಅವರು ಆರೋಪಿಸಿದ್ದಾರೆ. ಇಂತಹ ಕ್ರಮಗಳಿಂದ ಸರ್ಕಾರಕ್ಕೆ ಮುಜುಗರವಾಗಲಿದೆ ಎಂದು ಎಚ್ಚರಿಸಿದ್ದಾರೆ. xyxy=(575,206,931,234)
quote-attribution: ಎಚ್.ಡಿ.ಕುಮಾರಸ್ವಾಮಿ, ಕೇಂದ್ರ ಸಚಿವ xyxy=(811,397,881,404)
horoscope-item: ಕನ್ಯಾ ಆರೋಗ್ಯದ ಬಗ್ಗೆ ಗಮನ ಕೊಡಿ. ವಿದ್ಯಾರ್ಥಿಗಳಿಗೆ ಯಶಸ್ಸು. ಹಣಕಾಸಿನ ವ್ಯವಹಾರ ಸುಗಮ. xyxy=(19,627,83,663)
horoscope-column-right xyxy=(93,387,171,673)
sub-headline: 15 ಸಾ–30 ಎಂಕೆಬಿ ಉತ್ತಾರದನೆ xyxy=(14,163,119,175)
kidi-nudi-box xyxy=(14,249,172,361)
water-body-1: ಕಲಬುರಗಿ: ಗ್ರಾಮದಲ್ಲಿ 17 ವರ್ಷಗಳಿಂದ ನೀರು ಪೂರೈಕೆ ಮಾಡುತ್ತಿದ್ದ ವ್ಯಕ್ತಿಯೊಬ್ಬರು ಸಂಬಳ ಸಿಗದ ಕಾರಣ ಆತ್ಮಹತ್ಯೆ ಮಾಡಿಕೊಂಡ ಘಟನೆ ನಡೆದಿದೆ. ಗ್ರಾಮ ಪಂಚಾಯಿತಿ ವತಿಯಿಂದ ಹಲವು ತಿಂಗಳಿಂದ ವೇತನ ಬಾಕಿ ಇತ್ತು ಎನ್ನಲಾಗಿದೆ. xyxy=(482,753,650,781)
lower-band xyxy=(14,717,931,884)
lower-right xyxy=(659,723,931,884)
headline-line-2: ಭಾಗಿಯಾಗಿದ್ದ ಪಿಡಿಒ ಅಮಾನತು xyxy=(575,88,758,109)
water-headline-2: ವಾಟರ್‌ಮ್ಯಾನ್ ಆತ್ಮಹತ್ಯೆ xyxy=(482,737,561,749)
masthead xyxy=(14,8,931,55)
fraud-body-2: ಒಟ್ಟು 12 ಸಾವಿರ, ಆನಂತರ 6,000 ರೂಪಾಯಿ ಪಾವತಿಸಿದರೆ ಹೆಚ್ಚಿನ ಮೌಲ್ಯದ ಪಟಾಕಿ ನೀಡುವುದಾಗಿ ಆಮಿಷ ಒಡ್ಡಲಾಗಿತ್ತು. ಹಣ ಪಡೆದ ಬಳಿಕ ಅಂಗಡಿ ಮುಚ್ಚಿ ಪರಾರಿಯಾಗಿದ್ದಾರೆ. 300ಕ್ಕೂ ಹೆಚ್ಚು ಗ್ರಾಹಕರಿಗೆ ವಂಚನೆಯಾಗಿದೆ. ಪೊಲೀಸರು ತನಿಖೆ ಆರಂಭಿಸಿದ್ದಾರೆ. xyxy=(803,920,931,957)
lead-bullet: ■ xyxy=(667,920,673,928)
kaveri-side-box xyxy=(477,924,650,976)
headline-line-1: ಆರ್‌ಎಸ್‌ಎಸ್‌ ನಿಷೇಧಿಸಲು xyxy=(667,248,774,263)
story-body-c: ಘಟನೆ ಸಂಬಂಧ ಜಿಲ್ಲಾ ಪಂಚಾಯತ್ ಮುಖ್ಯ ಕಾರ್ಯನಿರ್ವಹಣಾಧಿಕಾರಿ ವರದಿ ಸಲ್ಲಿಸಿದ್ದರು. ವರದಿ ಆಧರಿಸಿ ಅಮಾನತು ಆದೇಶ ಹೊರಡಿಸಲಾಗಿದೆ ಎಂದು ಅಧಿಕಾರಿಗಳು ಸ್ಪಷ್ಟಪಡಿಸಿದ್ದಾರೆ. xyxy=(817,139,931,177)
story-body-b: ಈ ಕ್ರಮಕ್ಕೆ ವ್ಯಾಪಕ ವಿರೋಧ ವ್ಯಕ್ತವಾಗಿದೆ. ಸರ್ಕಾರದ ನಡೆ ಸಂವಿಧಾನ ವಿರೋಧಿ ಎಂದು ಬಿಜೆಪಿ ಆರೋಪಿಸಿದೆ. ವೈಯಕ್ತಿಕ ಸ್ವಾತಂತ್ರ್ಯದ ಮೇಲಿನ ದಾಳಿ ಎಂದು ಹಲವರು ಟೀಕಿಸಿದ್ದಾರೆ. ಅಮಾನತು ಆದೇಶವನ್ನು ಕೂಡಲೇ ಹಿಂಪಡೆಯಬೇಕು ಎಂದು ಒತ್ತಾಯಿಸಲಾಗಿದೆ. xyxy=(696,117,931,167)
date-full: 18 ಅಕ್ಟೋಬರ್ 2025 xyxy=(851,25,931,38)
story-body-2: ರೈತರಿಗೆ ಸುಲಭವಾಗಿ ಸಾಲ ಸೌಲಭ್ಯ ದೊರೆಯುವಂತೆ ಮಾಡುವುದು ಸರ್ಕಾರದ ಆದ್ಯತೆ. ಬ್ಯಾಂಕ್‌ಗಳು ಈ ನಿಟ್ಟಿನಲ್ಲಿ ಹೆಚ್ಚಿನ ಗಮನ ಹರಿಸಬೇಕು ಎಂದು ಸೂಚಿಸಿದರು. ಗ್ರಾಮೀಣ ಪ್ರದೇಶಗಳಲ್ಲಿ ಬ್ಯಾಂಕಿಂಗ್ ಸೇವೆ ವಿಸ್ತರಣೆಗೆ ಕ್ರಮ ಕೈಗೊಳ್ಳಲಾಗುವುದು ಎಂದರು. xyxy=(188,332,379,360)
lower-left-rail xyxy=(14,723,179,884)
kidi-subtitle: ವಾಟ್ಸ್‌ಆ್ಯಪ್ ಕಡೆಗೂ ಕಣ್ಣು xyxy=(21,293,165,302)
story-security xyxy=(266,65,566,235)
horoscope-column-left xyxy=(15,387,93,673)
top-band-rule xyxy=(14,241,931,243)
zodiac-icon xyxy=(19,393,26,400)
court-headline-1: ದೇಶಭ್ರಷ್ಟ ಟೋಕ್ ಗಡಿಪಾರಿಗೆ xyxy=(14,803,107,815)
story-body-4: ಈಗ ರಾಜ್ಯದಲ್ಲಿ ಕಾನೂನು ಸುವ್ಯವಸ್ಥೆ ಹದಗೆಟ್ಟಿದೆ. ಇಂತಹ ಸಂದರ್ಭದಲ್ಲಿ ಭದ್ರತೆ ಹಿಂಪಡೆಯುವುದು ಸರಿಯಲ್ಲ ಎಂದು ಅವರು ಹೇಳಿದ್ದಾರೆ. ಸರ್ಕಾರದ ನಿರ್ಧಾರವನ್ನು ಮರುಪರಿಶೀಲಿಸಬೇಕು ಎಂದು ಒತ್ತಾಯಿಸಿದ್ದಾರೆ. xyxy=(275,187,435,215)
story-body-2: ಭದ್ರತೆ ಹಿಂಪಡೆಯುವ ಮೂಲಕ ಭಯದ ವಾತಾವರಣ ಸೃಷ್ಟಿಸಲು ಯತ್ನಿಸಲಾಗುತ್ತಿದೆ ಎಂದು ಆರೋಪಿಸಲಾಗಿದೆ. ಈ ಬಗ್ಗೆ ಗೃಹ ಇಲಾಖೆ ಸ್ಪಷ್ಟನೆ ನೀಡಿಲ್ಲ. xyxy=(275,122,435,140)
story-hdk xyxy=(659,249,931,711)
kuruba-body-1: ಶಿವಮೊಗ್ಗ: ಅಕ್ಟೋಬರ್ 24ರಂದು ವಿಜಯಪುರದಲ್ಲಿ ಕುರುಬ ಸಮುದಾಯದ ಬೃಹತ್ ಸಮಾವೇಶ ನಡೆಯಲಿದೆ ಎಂದು ಮಾಜಿ ಸಚಿವ ಕೆ.ಎಸ್. ಈಶ್ವರಪ್ಪ ತಿಳಿಸಿದ್ದಾರೆ. ಸಮುದಾಯದ ಸಂಘಟನೆಗೆ ಈ ಸಭೆ ಮಹತ್ವದ ಹೆಜ್ಜೆಯಾಗಲಿದೆ ಎಂದರು. xyxy=(667,760,795,798)
top-news-band xyxy=(14,65,931,235)
udyoga-subhead: ಯುವಕರಿಗೆ ಉತ್ತಮ ಭವಿಷ್ಯ ರೂಪಿಸಬೇಕು xyxy=(193,747,306,758)
udyoga-headline: ಉದ್ಯೋಗ ಕಲಿಸುವುದೇ ಸರ್ಕಾರದ ಮುಖ್ಯ ಗುರಿ xyxy=(188,723,371,738)
kidi-body: ಒಟ್ಟಾರೆಯಾಗಿ ಜನರಿಗೆ ಬೇಕಾದ ಸುದ್ದಿಯನ್ನು, ಅವರು ಕೇಳಲು ಬಯಸಿದ್ದನ್ನು ಒಬ್ಬ ಪತ್ರಕರ್ತ ಸಂಶೋಧನೆ ಮಾಡಿ ಬರೆಯಬೇಕು. ಸಮಾಜದ ಕಣ್ಣು ಪತ್ರಿಕೆ ಎಂಬುದನ್ನು ಮರೆಯದೇ ಕೆಲಸ ಮಾಡಬೇಕು. ಸತ್ಯ ಸುದ್ದಿಯ ಪರವಾಗಿ ನಿಲ್ಲುವ ಎದೆಗಾರಿಕೆ ಪ್ರತಿಯೊಬ್ಬ ಪತ್ರಕರ್ತನಿಗೂ ಇರಬೇಕು. ಸಮಯದಲ್ಲಿ ಸುದ್ದಿ ನೀಡುವುದೇ ನಿಜವಾದ ಧರ್ಮ. xyxy=(21,306,165,353)
kisan-bullets xyxy=(477,496,650,569)
zodiac-icon xyxy=(98,519,105,526)
horoscope-item: ಮಿಥುನ ದಿನವಿಡೀ ಕಾರ್ಯ ಒತ್ತಡ. ಅನಿರೀಕ್ಷಿತ ಲಾಭ ಸಿಗಬಹುದು. ಸಹೋದ್ಯೋಗಿಗಳ ಸಹಕಾರ. ಸಂಜೆ ಶುಭ ಸುದ್ದಿ ಕೇಳುವಿರಿ. xyxy=(19,492,86,528)
bullet-credit: ನಿರ್ಮಲಾ ಸೀತಾರಾಮನ್, ಕೇಂದ್ರ ಹಣಕಾಸು ಸಚಿವೆ xyxy=(477,561,567,568)
horoscope-item: ತುಲಾ ಇಂದು ಮಿಶ್ರ ಫಲ. ಕೆಲಸದ ಒತ್ತಡ ಹೆಚ್ಚಬಹುದು. ಪ್ರಯಾಣ ಯೋಗ. ಸ್ನೇಹಿತರ ಸಹಕಾರ ಲಭಿಸುವುದು. xyxy=(98,391,157,427)
lead-bullet: ■ xyxy=(188,855,195,863)
fraud-headline: ಪಟಾಕಿ ಚೀಟಿ ಹೆಸರಲ್ಲಿ ಮೋಸ xyxy=(741,899,857,914)
masthead-rule xyxy=(14,57,931,59)
jadeja-body: ಅಹಮದಾಬಾದ್: ಬಿಜೆಪಿ ಸಂಘಟನಾತ್ಮಕ ಬದಲಾವಣೆಯಲ್ಲಿ ಕ್ರಿಕೆಟಿಗ ರವೀಂದ್ರ ಜಡೇಜಾ ಅವರ ಪತ್ನಿ ರಿವಾಬಾ ಜಡೇಜಾ ಸೇರಿದಂತೆ 19 ಹೊಸ ಮುಖಗಳಿಗೆ ಅವಕಾಶ ನೀಡಲಾಗಿದೆ. ಹೊಸ ಪದಾಧಿಕಾರಿಗಳ ಪಟ್ಟಿಯನ್ನು ಶುಕ್ರವಾರ ಪ್ರಕಟಿಸಲಾಗಿದೆ. ಯುವ ಮುಖಂಡರಿಗೆ ಹೆಚ್ಚಿನ ಆದ್ಯತೆ ನೀಡಲಾಗಿದ್ದು, ಮಹಿಳಾ ಪ್ರಾತಿನಿಧ್ಯವೂ ಹೆಚ್ಚಿದೆ. 2027ರ ಚುನಾವಣೆ ದೃಷ್ಟಿಯಿಂದ ಈ ಬದಲಾವಣೆ ಮಹತ್ವ ಪಡೆದಿದೆ ಎಂದು ವಿಶ್ಲೇಷಿಸಲಾಗಿದೆ. ಒಟ್ಟು 8 ಮಹಿಳೆಯರಿಗೆ ಸ್ಥಾನ ನೀಡಲಾಗಿದೆ. xyxy=(188,855,650,883)
